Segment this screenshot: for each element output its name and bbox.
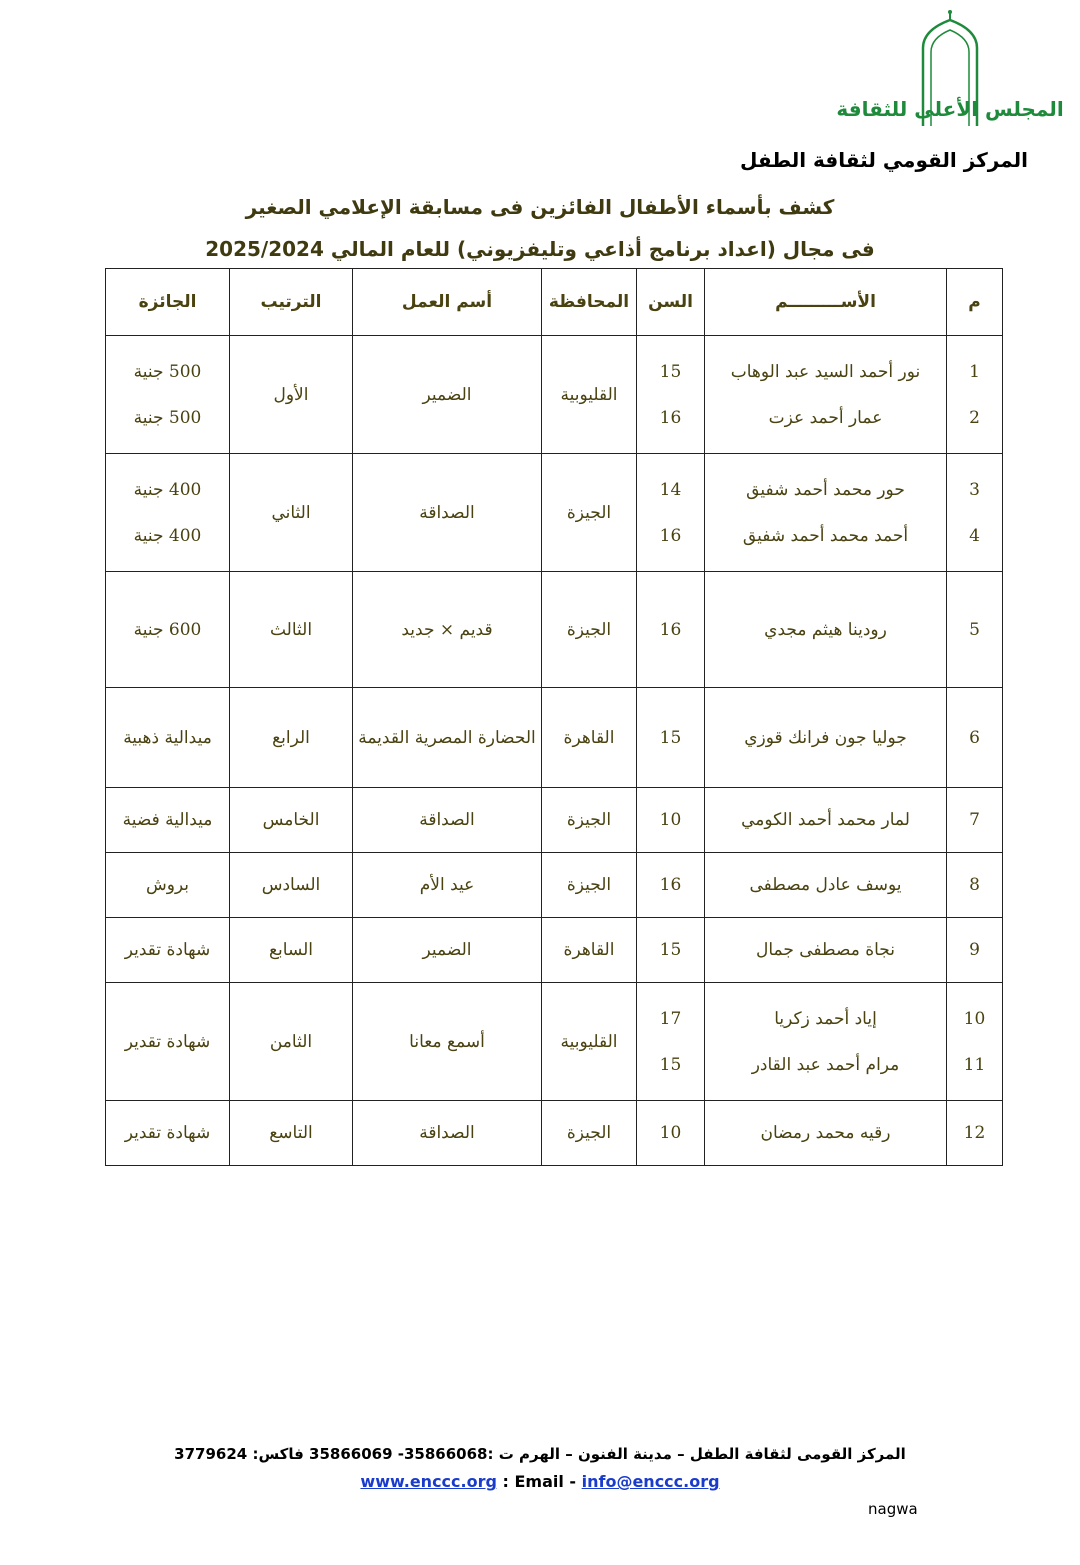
page-title: كشف بأسماء الأطفال الفائزين فى مسابقة الإعلامي الصغير [245,195,835,219]
cell-name [705,788,947,853]
cell-prize [106,688,230,788]
email-link[interactable]: info@enccc.org [581,1472,720,1491]
cell-num-line: 1 [969,361,980,382]
cell-name [705,1101,947,1166]
cell-num [947,336,1003,454]
cell-prize [106,454,230,572]
logo-text: المجلس الأعلى للثقافة [836,97,1064,121]
cell-prize-line: بروش [145,875,190,895]
cell-num-line: 12 [963,1123,986,1143]
header-prize: الجائزة [106,269,230,336]
cell-name-line: يوسف عادل مصطفى [749,875,902,895]
table-row [106,572,1003,688]
cell-num [947,688,1003,788]
cell-work [353,853,542,918]
cell-age-line: 16 [659,407,682,428]
cell-num [947,572,1003,688]
footer-address: المركز القومى لثقافة الطفل – مدينة الفنون – الهرم ت :35866068- 35866069 فاكس: 3779624 [174,1445,906,1463]
cell-name [705,336,947,454]
cell-rank [230,918,353,983]
table-row [106,336,1003,454]
cell-rank-line: الثالث [269,619,313,640]
cell-age-line: 15 [659,727,682,748]
cell-prize [106,853,230,918]
cell-prize-line: شهادة تقدير [124,1123,211,1143]
cell-age [637,788,705,853]
email-label: : Email - [496,1472,582,1491]
cell-work [353,788,542,853]
cell-age-line: 16 [659,525,682,546]
cell-name-line: جوليا جون فرانك قوزي [744,727,907,748]
cell-governorate-line: القليوبية [560,384,618,405]
table-header-row [106,269,1003,336]
cell-governorate-line: الجيزة [566,810,612,830]
cell-num [947,983,1003,1101]
cell-rank-line: السابع [268,940,314,960]
cell-rank-line: السادس [261,875,321,895]
cell-work [353,454,542,572]
website-link[interactable]: www.enccc.org [360,1472,497,1491]
cell-governorate [542,983,637,1101]
cell-num-line: 4 [969,525,980,546]
cell-governorate-line: الجيزة [566,619,612,640]
cell-rank-line: الأول [273,384,309,405]
cell-governorate-line: القاهرة [563,940,615,960]
cell-prize-line: ميدالية ذهبية [123,727,212,748]
cell-rank [230,1101,353,1166]
cell-num-line: 6 [969,727,980,748]
cell-work-line: الصداقة [419,1123,475,1143]
cell-name-line: عمار أحمد عزت [768,407,883,428]
cell-name-line: نور أحمد السيد عبد الوهاب [730,361,921,382]
cell-work [353,983,542,1101]
cell-age [637,454,705,572]
cell-age-line: 15 [659,940,682,960]
cell-num [947,454,1003,572]
cell-work [353,1101,542,1166]
council-logo [836,8,1064,133]
footer-contacts [120,1472,960,1491]
table-row [106,1101,1003,1166]
cell-governorate [542,336,637,454]
cell-name [705,983,947,1101]
cell-num-line: 3 [969,479,980,500]
table-row [106,454,1003,572]
cell-governorate [542,1101,637,1166]
cell-prize-line: 400 جنية [133,525,202,546]
cell-age-line: 15 [659,361,682,382]
cell-work [353,336,542,454]
cell-num-line: 10 [963,1008,986,1029]
cell-num-line: 7 [969,810,980,830]
cell-age [637,853,705,918]
cell-age [637,688,705,788]
header-name: الأســـــــــم [705,269,947,336]
cell-governorate-line: الجيزة [566,875,612,895]
cell-prize [106,572,230,688]
cell-rank-line: الثاني [271,502,311,523]
cell-prize-line: 600 جنية [133,619,202,640]
cell-governorate-line: الجيزة [566,502,612,523]
cell-name-line: لمار محمد أحمد الكومي [741,810,910,830]
cell-governorate [542,918,637,983]
cell-age [637,572,705,688]
cell-name-line: نجاة مصطفى جمال [755,940,896,960]
cell-governorate [542,688,637,788]
cell-num [947,788,1003,853]
page-subtitle: فى مجال (اعداد برنامج أذاعي وتليفزيوني) للعام المالي 2025/2024 [205,237,875,261]
cell-work-line: الضمير [422,384,472,405]
header-governorate: المحافظة [542,269,637,336]
cell-rank [230,572,353,688]
cell-age-line: 17 [659,1008,682,1029]
cell-prize [106,336,230,454]
table-row [106,918,1003,983]
cell-num [947,1101,1003,1166]
cell-rank [230,983,353,1101]
cell-work-line: الضمير [422,940,472,960]
cell-name [705,454,947,572]
cell-prize [106,918,230,983]
header-rank: الترتيب [230,269,353,336]
cell-work [353,688,542,788]
cell-prize-line: ميدالية فضية [122,810,213,830]
cell-name-line: حور محمد أحمد شفيق [746,479,905,500]
cell-governorate-line: الجيزة [566,1123,612,1143]
winners-table [105,268,1003,1166]
cell-rank-line: الرابع [272,727,310,748]
cell-age [637,983,705,1101]
cell-age [637,1101,705,1166]
cell-prize [106,1101,230,1166]
cell-prize-line: 500 جنية [133,361,202,382]
cell-age [637,336,705,454]
table-row [106,788,1003,853]
cell-num-line: 2 [969,407,980,428]
header-work: أسم العمل [353,269,542,336]
header-num: م [947,269,1003,336]
table-row [106,688,1003,788]
cell-governorate-line: القليوبية [560,1031,618,1052]
cell-name [705,853,947,918]
cell-name [705,572,947,688]
cell-governorate [542,788,637,853]
cell-governorate-line: القاهرة [563,727,615,748]
cell-governorate [542,454,637,572]
cell-work-line: الصداقة [419,810,475,830]
cell-rank-line: الثامن [269,1031,313,1052]
cell-rank-line: الخامس [262,810,320,830]
cell-prize-line: 500 جنية [133,407,202,428]
cell-num [947,853,1003,918]
cell-work-line: أسمع معانا [409,1031,485,1052]
cell-num-line: 11 [963,1054,986,1075]
cell-prize-line: 400 جنية [133,479,202,500]
cell-prize-line: شهادة تقدير [124,940,211,960]
cell-name [705,688,947,788]
signature: nagwa [868,1500,918,1518]
cell-prize-line: شهادة تقدير [124,1031,211,1052]
org-name: المركز القومي لثقافة الطفل [740,148,1028,172]
cell-age-line: 10 [659,810,682,830]
cell-age-line: 14 [659,479,682,500]
cell-work-line: الحضارة المصرية القديمة [358,727,536,748]
table-row [106,983,1003,1101]
cell-num [947,918,1003,983]
cell-rank [230,788,353,853]
cell-rank [230,336,353,454]
cell-rank-line: التاسع [269,1123,313,1143]
cell-work [353,572,542,688]
cell-governorate [542,572,637,688]
cell-name [705,918,947,983]
cell-num-line: 9 [969,940,980,960]
cell-work-line: قديم × جديد [401,619,493,640]
cell-rank [230,454,353,572]
cell-age-line: 16 [659,875,682,895]
cell-work-line: عيد الأم [419,875,475,895]
cell-age-line: 15 [659,1054,682,1075]
cell-prize [106,983,230,1101]
cell-age [637,918,705,983]
cell-name-line: رقيه محمد رمضان [760,1123,891,1143]
table-row [106,853,1003,918]
cell-governorate [542,853,637,918]
cell-name-line: مرام أحمد عبد القادر [751,1054,900,1075]
cell-name-line: أحمد محمد أحمد شفيق [742,525,909,546]
cell-work [353,918,542,983]
cell-work-line: الصداقة [419,502,475,523]
cell-name-line: رودينا هيثم مجدي [764,619,887,640]
cell-age-line: 10 [659,1123,682,1143]
cell-name-line: إياد أحمد زكريا [774,1008,877,1029]
cell-prize [106,788,230,853]
header-age: السن [637,269,705,336]
cell-num-line: 8 [969,875,980,895]
cell-num-line: 5 [969,619,980,640]
cell-age-line: 16 [659,619,682,640]
cell-rank [230,688,353,788]
cell-rank [230,853,353,918]
